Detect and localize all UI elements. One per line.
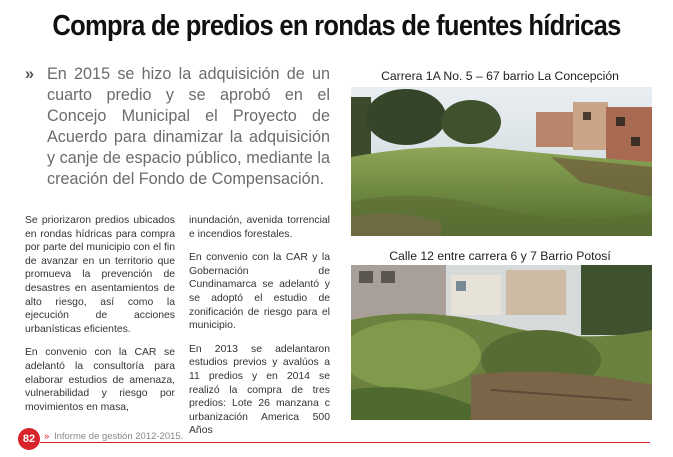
footer-text <box>44 431 183 442</box>
column2-paragraph-3: En 2013 se adelantaron estudios previos y avalúos a 11 predios y en 2014 se realizó la compra de tres predios: Lote 26 manzana c urbanización America 500 Años <box>189 343 330 437</box>
footer-rule <box>40 442 650 443</box>
lead-text: En 2015 se hizo la adquisición de un cuarto predio y se aprobó en el Concejo Municipal el Proyecto de Acuerdo para dinamizar la adquisición y canje de espacio público, mediante la creación del Fondo de Compensación. <box>47 65 330 188</box>
lead-bullet: » <box>25 65 35 83</box>
footer-arrow: » <box>44 431 50 442</box>
column2-paragraph-2: En convenio con la CAR y la Gobernación de Cundinamarca se adelantó y se adoptó el estudio de zonificación de riesgo para el municipio. <box>189 252 330 332</box>
photo2-caption: Calle 12 entre carrera 6 y 7 Barrio Potosí <box>389 249 611 263</box>
page-title: Compra de predios en rondas de fuentes hídricas <box>52 10 621 42</box>
page-number: 82 <box>18 428 40 450</box>
photo-barrio-potosi <box>351 265 652 420</box>
column2-paragraph-1: inundación, avenida torrencial e incendios forestales. <box>189 215 330 240</box>
column1-paragraph-1: Se priorizaron predios ubicados en rondas hídricas para compra por parte del municipio con el fin de avanzar en un territorio que promueva la prevención de desastres en asentamientos de alto riesgo, así como la ejecución de acciones urbanísticas eficientes. <box>25 215 175 335</box>
body-column-2 <box>189 214 330 448</box>
photo-la-concepcion <box>351 87 652 236</box>
lead-paragraph <box>25 64 330 190</box>
body-column-1 <box>25 214 175 424</box>
footer-label: Informe de gestión 2012-2015. <box>53 431 184 442</box>
photo1-caption: Carrera 1A No. 5 – 67 barrio La Concepción <box>381 69 619 83</box>
column1-paragraph-2: En convenio con la CAR se adelantó la consultoría para elaborar estudios de amenaza, vulnerabilidad y riesgo por movimientos en masa, <box>25 347 175 413</box>
